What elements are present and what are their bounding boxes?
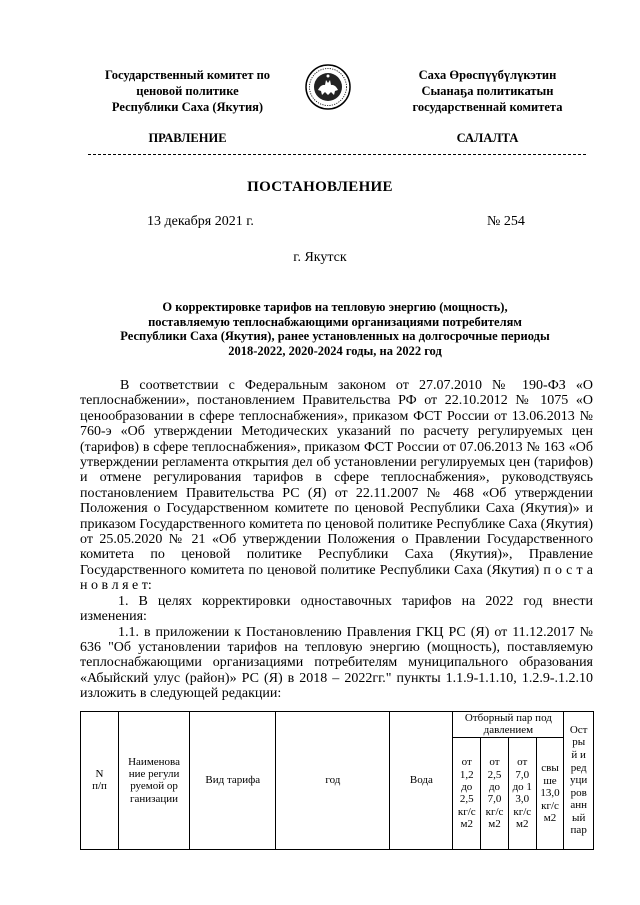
col-header-org (118, 712, 189, 850)
item-1-1-paragraph: 1.1. в приложении к Постановлению Правления ГКЦ РС (Я) от 11.12.2017 № 636 "Об установлении тарифов на тепловую энергию (мощность), поставляемую теплоснабжающими организациями потребителям муниципального образования «Абыйский улус (район)» РС (Я) в 2018 – 2022гг." пункты 1.1.9-1.1.10, 1.2.9-.1.2.10 изложить в следующей редакции: (80, 624, 593, 702)
tariff-table (80, 711, 594, 850)
board-label-sakha: САЛАЛТА (456, 131, 519, 145)
coat-of-arms-icon (305, 64, 351, 110)
col-header-year: год (276, 712, 390, 850)
col-header-steam-group-text: Отборный пар под давлением (464, 712, 552, 737)
subject-line: О корректировке тарифов на тепловую энергию (мощность), (162, 300, 508, 314)
document-city: г. Якутск (293, 250, 347, 265)
document-date: 13 декабря 2021 г. (147, 214, 254, 229)
item-1-paragraph: 1. В целях корректировки одноставочных тарифов на 2022 год внести изменения: (80, 593, 593, 625)
subject-line: поставляемую теплоснабжающими организациями потребителям (148, 314, 522, 329)
col-header-steam-1-text: от 1,2 до 2,5 кг/см2 (457, 756, 476, 831)
col-header-steam-2-text: от 2,5 до 7,0 кг/см2 (485, 756, 504, 831)
col-header-tariff: Вид тарифа (190, 712, 276, 850)
col-header-n-text: N п/п (92, 768, 107, 793)
col-header-steam-3 (508, 737, 536, 849)
board-label-ru: ПРАВЛЕНИЕ (148, 131, 227, 145)
document-subject (95, 300, 575, 358)
col-header-steam-group (453, 712, 564, 738)
document-title: ПОСТАНОВЛЕНИЕ (247, 179, 393, 195)
col-header-steam-1 (453, 737, 481, 849)
subject-line: 2018-2022, 2020-2024 годы, на 2022 год (228, 343, 442, 358)
col-header-steam-4-text: свыше 13,0 кг/см2 (540, 762, 560, 824)
committee-name-ru-line: Республики Саха (Якутия) (111, 100, 264, 114)
col-header-steam-4 (536, 737, 564, 849)
document-number: № 254 (487, 214, 525, 229)
subject-line: Республики Саха (Якутия), ранее установленных на долгосрочные периоды (120, 329, 550, 343)
document-body (80, 378, 593, 702)
committee-name-ru-line: Государственный комитет по (104, 68, 271, 82)
committee-name-sakha-line: Сыанаҕа политикатын (421, 84, 554, 98)
committee-name-ru (80, 67, 295, 115)
preamble-paragraph: В соответствии с Федеральным законом от 27.07.2010 № 190-ФЗ «О теплоснабжении», постановлением Правительства РФ от 22.10.2012 № 1075 «О ценообразовании в сфере теплоснабжения», приказом ФСТ России от 13.06.2013 № 760-э «Об утверждении Методических указаний по расчету регулируемых цен (тарифов) в сфере теплоснабжения», приказом ФСТ России от 07.06.2013 № 163 «Об утверждении регламента открытия дел об установлении регулируемых цен (тарифов) и отмене регулирования тарифов в сфере теплоснабжения», руководствуясь постановлением Правительства РС (Я) от 22.11.2007 № 468 «Об утверждении Положения о Государственном комитете по ценовой Республики Саха (Якутия)» и приказом Государственного комитета по ценовой политике Республике Саха (Якутия) от 25.05.2020 № 21 «Об утверждении Положения о Правлении Государственного комитета по ценовой политике Республики Саха (Якутия)», Правление Государственного комитета по ценовой политике Республики Саха (Якутия) п о с т а н о в л я е т: (80, 378, 593, 594)
col-header-n (81, 712, 119, 850)
committee-name-ru-line: ценовой политике (136, 84, 239, 98)
col-header-steam-3-text: от 7,0 до 13,0 кг/см2 (512, 756, 532, 831)
committee-name-sakha-line: Саха Өрөспүүбүлүкэтин (418, 68, 557, 82)
committee-name-sakha (375, 67, 600, 115)
col-header-org-text: Наименование регулируемой организации (128, 755, 180, 805)
committee-name-sakha-line: государственнай комитета (412, 100, 563, 114)
col-header-live-steam-text: Острый и редуцированный пар (569, 723, 588, 837)
col-header-water: Вода (390, 712, 453, 850)
col-header-steam-2 (481, 737, 509, 849)
col-header-live-steam (564, 712, 594, 850)
header-divider (88, 154, 586, 155)
